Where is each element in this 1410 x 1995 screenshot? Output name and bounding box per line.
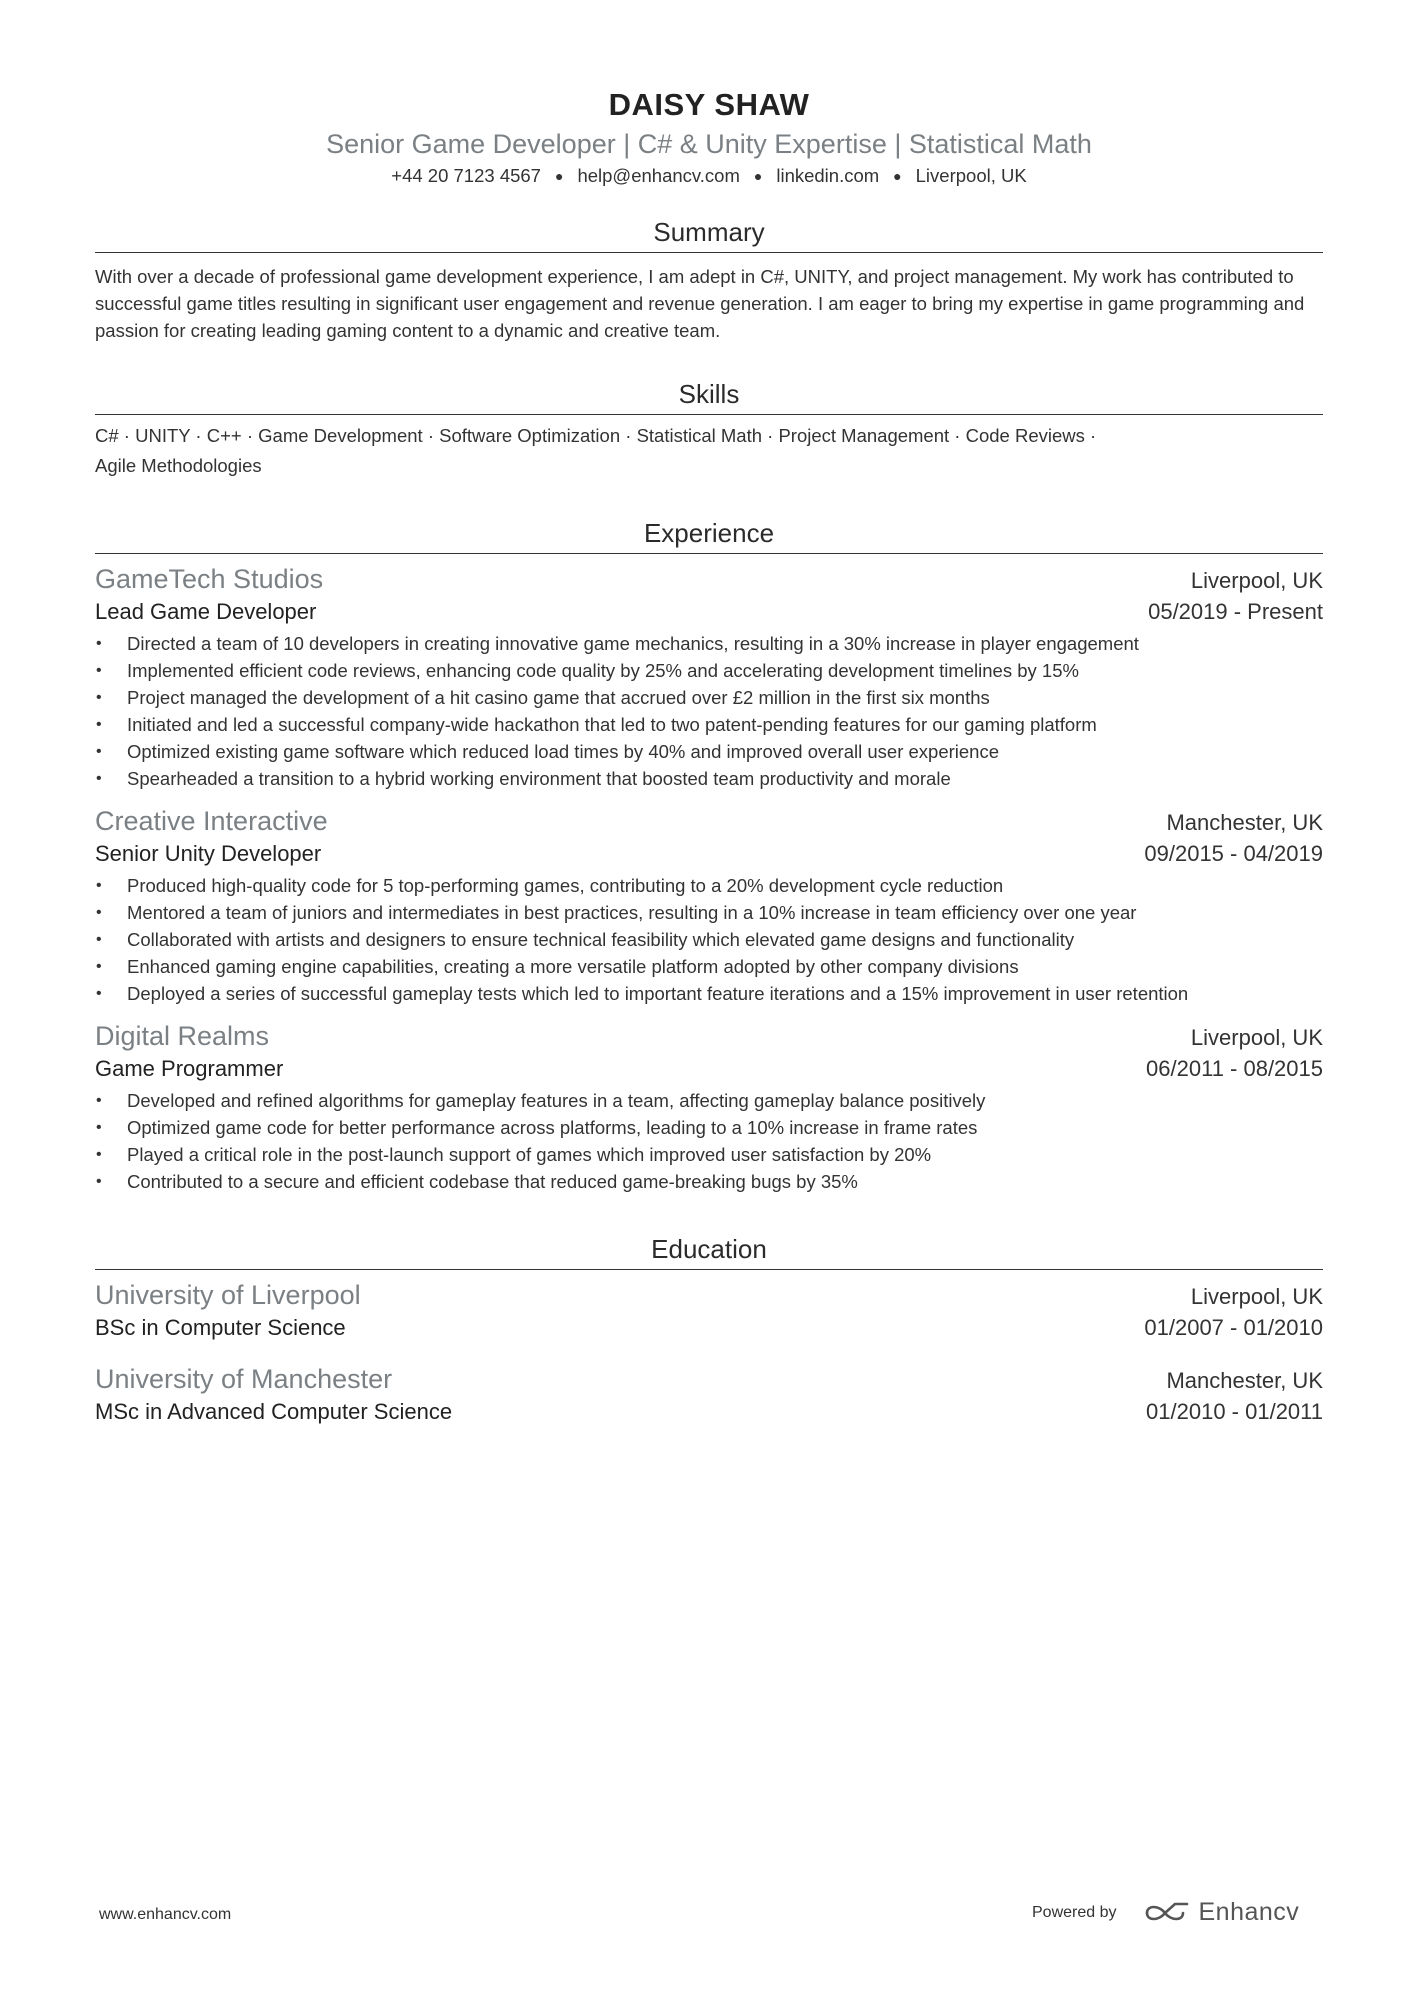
- entry-subheading-row: [95, 838, 1323, 870]
- achievement-item: • Optimized game code for better performance across platforms, leading to a 10% increase in frame rates: [95, 1114, 1323, 1141]
- contact-location: Liverpool, UK: [915, 165, 1027, 186]
- entry-subheading-row: [95, 596, 1323, 628]
- skill-item: Software Optimization: [439, 425, 621, 446]
- job-title: Senior Unity Developer: [95, 841, 322, 866]
- skill-item: Agile Methodologies: [95, 455, 262, 476]
- bullet-separator-icon: ●: [753, 168, 763, 184]
- achievement-item: • Played a critical role in the post-launch support of games which improved user satisfaction by 20%: [95, 1141, 1323, 1168]
- contact-phone: +44 20 7123 4567: [391, 165, 541, 186]
- section-title-summary: Summary: [653, 217, 765, 247]
- school-location: Liverpool, UK: [1190, 1284, 1323, 1309]
- section-divider: [95, 414, 1323, 415]
- company-name: GameTech Studios: [95, 564, 324, 594]
- job-title: Game Programmer: [95, 1056, 284, 1081]
- achievement-item: • Contributed to a secure and efficient codebase that reduced game-breaking bugs by 35%: [95, 1168, 1323, 1195]
- degree-title: MSc in Advanced Computer Science: [95, 1399, 453, 1424]
- job-location: Manchester, UK: [1166, 810, 1323, 835]
- skill-item: C++: [206, 425, 242, 446]
- achievement-item: • Spearheaded a transition to a hybrid working environment that boosted team productivity and morale: [95, 765, 1323, 792]
- resume-page: [95, 0, 1323, 1428]
- entry-heading-row: [95, 1362, 1323, 1396]
- section-title-education: Education: [651, 1234, 767, 1264]
- skill-item: Code Reviews: [965, 425, 1085, 446]
- school-location: Manchester, UK: [1166, 1368, 1323, 1393]
- experience-entry: [95, 562, 1323, 792]
- job-dates: 05/2019 - Present: [1148, 599, 1323, 624]
- resume-header: [95, 0, 1323, 190]
- education-dates: 01/2007 - 01/2010: [1144, 1315, 1323, 1340]
- footer-website-link[interactable]: www.enhancv.com: [99, 1906, 232, 1923]
- school-name: University of Manchester: [95, 1364, 393, 1394]
- achievement-item: • Deployed a series of successful gameplay tests which led to important feature iterations and a 15% improvement in user retention: [95, 980, 1323, 1007]
- skill-item: Statistical Math: [636, 425, 762, 446]
- section-title-skills: Skills: [678, 379, 740, 409]
- job-location: Liverpool, UK: [1190, 1025, 1323, 1050]
- contact-line: [95, 163, 1323, 190]
- section-divider: [95, 553, 1323, 554]
- entry-subheading-row: [95, 1396, 1323, 1428]
- achievement-list: [95, 630, 1323, 792]
- entry-heading-row: [95, 804, 1323, 838]
- company-name: Digital Realms: [95, 1021, 270, 1051]
- achievement-item: • Collaborated with artists and designers to ensure technical feasibility which elevated game designs and functionality: [95, 926, 1323, 953]
- education-dates: 01/2010 - 01/2011: [1146, 1399, 1323, 1424]
- achievement-item: • Produced high-quality code for 5 top-performing games, contributing to a 20% development cycle reduction: [95, 872, 1323, 899]
- candidate-name: DAISY SHAW: [608, 87, 810, 122]
- summary-text: With over a decade of professional game development experience, I am adept in C#, UNITY, and project management. My work has contributed to successful game titles resulting in significant user engagement and revenue generation. I am eager to bring my expertise in game programming and passion for creating leading gaming content to a dynamic and creative team.: [95, 266, 1305, 341]
- summary-section: [95, 216, 1323, 344]
- skills-section: [95, 378, 1323, 481]
- job-title: Lead Game Developer: [95, 599, 317, 624]
- section-divider: [95, 252, 1323, 253]
- achievement-item: • Initiated and led a successful company-wide hackathon that led to two patent-pending features for our gaming platform: [95, 711, 1323, 738]
- powered-by-label: Powered by: [1032, 1903, 1117, 1921]
- entry-heading-row: [95, 1019, 1323, 1053]
- achievement-item: • Developed and refined algorithms for gameplay features in a team, affecting gameplay balance positively: [95, 1087, 1323, 1114]
- footer-branding: [1032, 1898, 1299, 1927]
- experience-entry: [95, 1019, 1323, 1195]
- section-divider: [95, 1269, 1323, 1270]
- skill-item: C#: [95, 425, 119, 446]
- achievement-item: • Optimized existing game software which reduced load times by 40% and improved overall user experience: [95, 738, 1323, 765]
- achievement-item: • Project managed the development of a hit casino game that accrued over £2 million in the first six months: [95, 684, 1323, 711]
- bullet-separator-icon: ●: [893, 168, 902, 184]
- contact-email[interactable]: help@enhancv.com: [577, 165, 740, 186]
- skill-item: Game Development: [258, 425, 423, 446]
- contact-linkedin[interactable]: linkedin.com: [776, 165, 880, 186]
- experience-entry: [95, 804, 1323, 1007]
- education-entry: [95, 1362, 1323, 1428]
- entry-heading-row: [95, 562, 1323, 596]
- enhancv-logo-icon: [1143, 1900, 1191, 1926]
- skills-list: C# · UNITY · C++ · Game Development · Software Optimization · Statistical Math · Project Management · Code Reviews · Agile Methodologies: [95, 425, 1097, 476]
- bullet-separator-icon: ●: [554, 168, 564, 184]
- achievement-item: • Mentored a team of juniors and intermediates in best practices, resulting in a 10% increase in team efficiency over one year: [95, 899, 1323, 926]
- candidate-headline: Senior Game Developer | C# & Unity Expertise | Statistical Math: [326, 129, 1092, 159]
- entry-subheading-row: [95, 1312, 1323, 1344]
- experience-section: [95, 517, 1323, 1195]
- job-dates: 09/2015 - 04/2019: [1144, 841, 1323, 866]
- entry-heading-row: [95, 1278, 1323, 1312]
- education-section: [95, 1233, 1323, 1428]
- achievement-list: [95, 872, 1323, 1007]
- education-entry: [95, 1278, 1323, 1344]
- section-title-experience: Experience: [643, 518, 775, 548]
- degree-title: BSc in Computer Science: [95, 1315, 346, 1340]
- enhancv-brand-name: Enhancv: [1198, 1898, 1300, 1926]
- skill-item: Project Management: [778, 425, 950, 446]
- achievement-list: [95, 1087, 1323, 1195]
- job-location: Liverpool, UK: [1190, 568, 1323, 593]
- entry-subheading-row: [95, 1053, 1323, 1085]
- job-dates: 06/2011 - 08/2015: [1146, 1056, 1323, 1081]
- achievement-item: • Enhanced gaming engine capabilities, creating a more versatile platform adopted by other company divisions: [95, 953, 1323, 980]
- achievement-item: • Implemented efficient code reviews, enhancing code quality by 25% and accelerating development timelines by 15%: [95, 657, 1323, 684]
- achievement-item: • Directed a team of 10 developers in creating innovative game mechanics, resulting in a 30% increase in player engagement: [95, 630, 1323, 657]
- school-name: University of Liverpool: [95, 1280, 361, 1310]
- skill-item: UNITY: [135, 425, 191, 446]
- company-name: Creative Interactive: [95, 806, 328, 836]
